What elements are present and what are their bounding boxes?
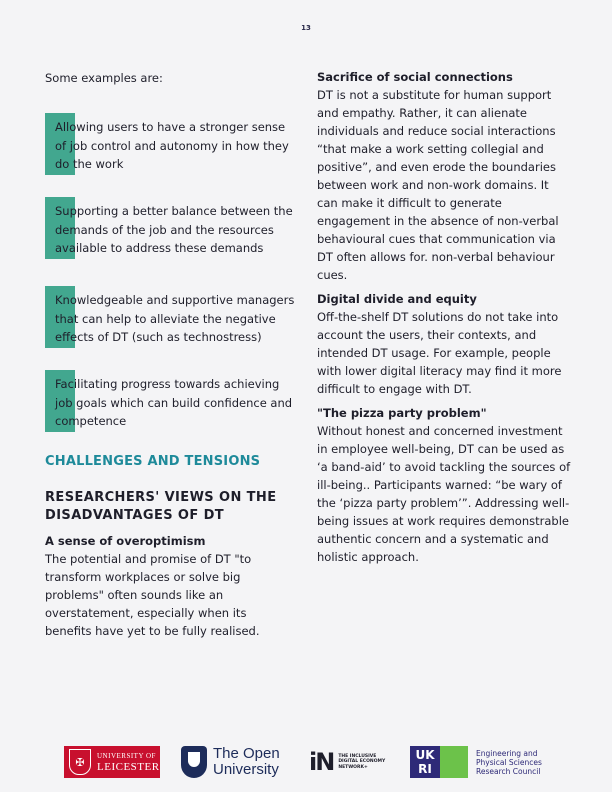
example-text: Supporting a better balance between the demands of the job and the resources available to address these demands — [55, 204, 293, 255]
leicester-logo-line2: LEICESTER — [97, 761, 160, 773]
section-title: Digital divide and equity — [317, 292, 477, 306]
idea-logo-line2: DIGITAL ECONOMY — [338, 759, 386, 765]
section-title: A sense of overoptimism — [45, 534, 206, 548]
digital-divide-section — [317, 290, 572, 398]
footer-logos — [0, 742, 612, 782]
example-text: Knowledgeable and supportive managers that can help to alleviate the negative effects of DT (such as technostress) — [55, 293, 295, 344]
section-body: DT is not a substitute for human support and empathy. Rather, it can alienate individuals and reduce social interactions “that make a work setting collegial and positive”, and even erode the boundaries between work and non-work domains. It can make it difficult to generate engagement in the absence of non-verbal behavioural cues that communication via DT often allows for. non-verbal behaviour cues. — [317, 88, 559, 282]
openu-logo-line1: The Open — [213, 745, 280, 762]
right-column — [317, 68, 572, 572]
section-title: Sacrifice of social connections — [317, 70, 513, 84]
open-university-logo — [181, 744, 291, 780]
idea-logo-line1: THE INCLUSIVE — [338, 753, 377, 759]
openu-logo-line2: University — [213, 761, 279, 778]
leicester-shield-icon: ✠ — [69, 749, 91, 775]
example-item — [45, 375, 297, 431]
section-body: The potential and promise of DT "to transform workplaces or solve big problems" often sounds like an overstatement, especially when its benefits have yet to be fully realised. — [45, 552, 260, 638]
overoptimism-section — [45, 532, 295, 640]
pizza-party-section — [317, 404, 572, 566]
page-number: 13 — [301, 24, 311, 32]
ukri-mark-bottom: RI — [418, 762, 432, 776]
university-of-leicester-logo — [64, 746, 160, 778]
epsrc-logo — [410, 745, 560, 779]
idea-network-mark-icon: iN — [309, 748, 334, 776]
challenges-heading: CHALLENGES AND TENSIONS — [45, 454, 261, 469]
example-text: Allowing users to have a stronger sense of job control and autonomy in how they do the work — [55, 120, 289, 171]
inclusive-digital-economy-network-logo — [309, 746, 399, 778]
example-item — [45, 291, 297, 347]
epsrc-logo-line1: Engineering and — [476, 748, 538, 758]
ukri-mark-top: UK — [415, 748, 435, 762]
idea-logo-line3: NETWORK+ — [338, 764, 368, 770]
open-university-shield-icon — [181, 746, 207, 778]
section-title: "The pizza party problem" — [317, 406, 487, 420]
ukri-mark-icon — [410, 746, 440, 778]
researchers-heading: RESEARCHERS' VIEWS ON THE DISADVANTAGES OF DT — [45, 490, 277, 523]
section-body: Off-the-shelf DT solutions do not take into account the users, their contexts, and intended DT usage. For example, people with lower digital literacy may find it more difficult to engage with DT. — [317, 310, 562, 396]
social-connections-section — [317, 68, 572, 284]
epsrc-logo-line3: Research Council — [476, 766, 541, 776]
example-item — [45, 118, 297, 174]
section-body: Without honest and concerned investment in employee well-being, DT can be used as ‘a band-aid’ to avoid tackling the sources of ill-being.. Participants warned: “be wary of the ‘pizza party problem’”. Addressing well-being issues at work requires demonstrable authentic concern and a systematic and holistic approach. — [317, 424, 571, 564]
epsrc-logo-line2: Physical Sciences — [476, 757, 542, 767]
example-text: Facilitating progress towards achieving job goals which can build confidence and competence — [55, 377, 293, 428]
example-item — [45, 202, 297, 258]
ukri-green-block-icon — [440, 746, 468, 778]
intro-text: Some examples are: — [45, 71, 163, 85]
left-column — [45, 68, 295, 638]
leicester-logo-line1: UNIVERSITY OF — [97, 752, 156, 760]
